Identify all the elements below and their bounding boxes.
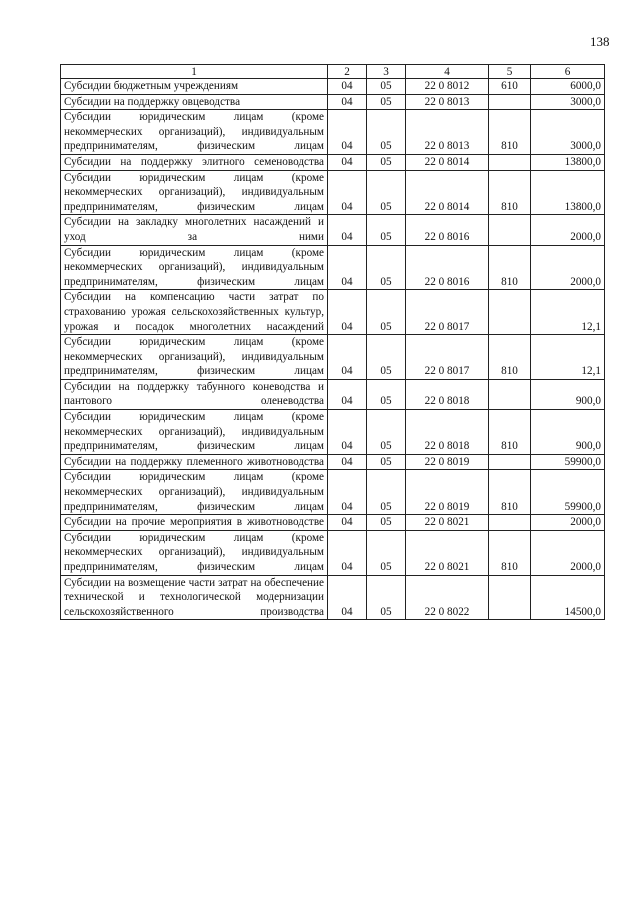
cell-expense-type: [489, 290, 531, 335]
cell-expense-type: [489, 154, 531, 170]
table-row: [61, 470, 605, 515]
cell-subsection: 05: [367, 410, 406, 455]
cell-expense-type: 610: [489, 79, 531, 95]
cell-amount: 13800,0: [531, 170, 605, 215]
cell-section: 04: [328, 379, 367, 409]
cell-name: Субсидии на поддержку племенного животноводства: [61, 454, 328, 470]
cell-amount: 12,1: [531, 290, 605, 335]
cell-name: Субсидии на поддержку овцеводства: [61, 94, 328, 110]
cell-amount: 14500,0: [531, 575, 605, 620]
cell-section: 04: [328, 410, 367, 455]
cell-name: Субсидии юридическим лицам (кроме некоммерческих организаций), индивидуальным предпринимателям, физическим лицам: [61, 530, 328, 575]
cell-subsection: 05: [367, 454, 406, 470]
table-row: [61, 335, 605, 380]
cell-expense-type: 810: [489, 530, 531, 575]
cell-target-article: 22 0 8017: [406, 335, 489, 380]
table-row: [61, 170, 605, 215]
cell-amount: 2000,0: [531, 530, 605, 575]
cell-target-article: 22 0 8014: [406, 154, 489, 170]
cell-expense-type: [489, 215, 531, 245]
cell-amount: 6000,0: [531, 79, 605, 95]
table-row: [61, 110, 605, 155]
cell-section: 04: [328, 245, 367, 290]
cell-target-article: 22 0 8016: [406, 215, 489, 245]
cell-subsection: 05: [367, 290, 406, 335]
cell-section: 04: [328, 154, 367, 170]
cell-amount: 900,0: [531, 379, 605, 409]
table-row: [61, 154, 605, 170]
cell-name: Субсидии юридическим лицам (кроме некоммерческих организаций), индивидуальным предпринимателям, физическим лицам: [61, 335, 328, 380]
cell-expense-type: 810: [489, 470, 531, 515]
cell-subsection: 05: [367, 215, 406, 245]
cell-subsection: 05: [367, 530, 406, 575]
cell-target-article: 22 0 8016: [406, 245, 489, 290]
cell-subsection: 05: [367, 575, 406, 620]
table-row: [61, 575, 605, 620]
column-header-3: 3: [367, 65, 406, 79]
cell-name: Субсидии на компенсацию части затрат по страхованию урожая сельскохозяйственных культур, урожая и посадок многолетних насаждений: [61, 290, 328, 335]
cell-amount: 3000,0: [531, 94, 605, 110]
table-row: [61, 215, 605, 245]
cell-section: 04: [328, 515, 367, 531]
cell-subsection: 05: [367, 515, 406, 531]
table-row: [61, 79, 605, 95]
cell-subsection: 05: [367, 170, 406, 215]
cell-expense-type: [489, 515, 531, 531]
column-header-1: 1: [61, 65, 328, 79]
cell-subsection: 05: [367, 245, 406, 290]
cell-section: 04: [328, 215, 367, 245]
cell-name: Субсидии юридическим лицам (кроме некоммерческих организаций), индивидуальным предпринимателям, физическим лицам: [61, 245, 328, 290]
cell-subsection: 05: [367, 470, 406, 515]
cell-section: 04: [328, 290, 367, 335]
cell-name: Субсидии на поддержку элитного семеноводства: [61, 154, 328, 170]
table-row: [61, 379, 605, 409]
cell-section: 04: [328, 575, 367, 620]
cell-target-article: 22 0 8019: [406, 454, 489, 470]
cell-section: 04: [328, 79, 367, 95]
cell-amount: 2000,0: [531, 215, 605, 245]
cell-name: Субсидии юридическим лицам (кроме некоммерческих организаций), индивидуальным предпринимателям, физическим лицам: [61, 170, 328, 215]
cell-expense-type: 810: [489, 110, 531, 155]
table-header-row: [61, 65, 605, 79]
cell-section: 04: [328, 335, 367, 380]
cell-target-article: 22 0 8019: [406, 470, 489, 515]
cell-subsection: 05: [367, 79, 406, 95]
cell-section: 04: [328, 470, 367, 515]
cell-expense-type: [489, 454, 531, 470]
cell-expense-type: [489, 379, 531, 409]
table-row: [61, 515, 605, 531]
cell-amount: 900,0: [531, 410, 605, 455]
cell-amount: 2000,0: [531, 245, 605, 290]
cell-name: Субсидии на закладку многолетних насаждений и уход за ними: [61, 215, 328, 245]
cell-target-article: 22 0 8017: [406, 290, 489, 335]
cell-section: 04: [328, 110, 367, 155]
cell-section: 04: [328, 454, 367, 470]
cell-subsection: 05: [367, 110, 406, 155]
cell-name: Субсидии юридическим лицам (кроме некоммерческих организаций), индивидуальным предпринимателям, физическим лицам: [61, 470, 328, 515]
cell-target-article: 22 0 8021: [406, 530, 489, 575]
table-row: [61, 245, 605, 290]
cell-name: Субсидии на возмещение части затрат на обеспечение технической и технологической модернизации сельскохозяйственного производства: [61, 575, 328, 620]
table-row: [61, 530, 605, 575]
cell-amount: 12,1: [531, 335, 605, 380]
cell-name: Субсидии на поддержку табунного коневодства и пантового оленеводства: [61, 379, 328, 409]
cell-expense-type: 810: [489, 410, 531, 455]
cell-name: Субсидии на прочие мероприятия в животноводстве: [61, 515, 328, 531]
cell-target-article: 22 0 8013: [406, 94, 489, 110]
cell-subsection: 05: [367, 154, 406, 170]
cell-target-article: 22 0 8012: [406, 79, 489, 95]
cell-target-article: 22 0 8013: [406, 110, 489, 155]
cell-target-article: 22 0 8018: [406, 379, 489, 409]
table-row: [61, 94, 605, 110]
cell-amount: 59900,0: [531, 470, 605, 515]
table-row: [61, 410, 605, 455]
cell-name: Субсидии юридическим лицам (кроме некоммерческих организаций), индивидуальным предпринимателям, физическим лицам: [61, 110, 328, 155]
budget-table: [60, 64, 605, 620]
cell-amount: 3000,0: [531, 110, 605, 155]
column-header-4: 4: [406, 65, 489, 79]
table-row: [61, 454, 605, 470]
cell-expense-type: 810: [489, 170, 531, 215]
page-number: 138: [590, 34, 610, 49]
cell-subsection: 05: [367, 335, 406, 380]
cell-target-article: 22 0 8018: [406, 410, 489, 455]
cell-subsection: 05: [367, 94, 406, 110]
cell-amount: 13800,0: [531, 154, 605, 170]
cell-expense-type: [489, 575, 531, 620]
cell-target-article: 22 0 8014: [406, 170, 489, 215]
cell-expense-type: 810: [489, 335, 531, 380]
column-header-6: 6: [531, 65, 605, 79]
cell-section: 04: [328, 530, 367, 575]
table-row: [61, 290, 605, 335]
column-header-2: 2: [328, 65, 367, 79]
cell-subsection: 05: [367, 379, 406, 409]
column-header-5: 5: [489, 65, 531, 79]
cell-target-article: 22 0 8021: [406, 515, 489, 531]
cell-amount: 2000,0: [531, 515, 605, 531]
cell-section: 04: [328, 170, 367, 215]
cell-section: 04: [328, 94, 367, 110]
cell-target-article: 22 0 8022: [406, 575, 489, 620]
cell-name: Субсидии бюджетным учреждениям: [61, 79, 328, 95]
cell-expense-type: 810: [489, 245, 531, 290]
cell-amount: 59900,0: [531, 454, 605, 470]
cell-name: Субсидии юридическим лицам (кроме некоммерческих организаций), индивидуальным предпринимателям, физическим лицам: [61, 410, 328, 455]
cell-expense-type: [489, 94, 531, 110]
table-body: [61, 79, 605, 620]
